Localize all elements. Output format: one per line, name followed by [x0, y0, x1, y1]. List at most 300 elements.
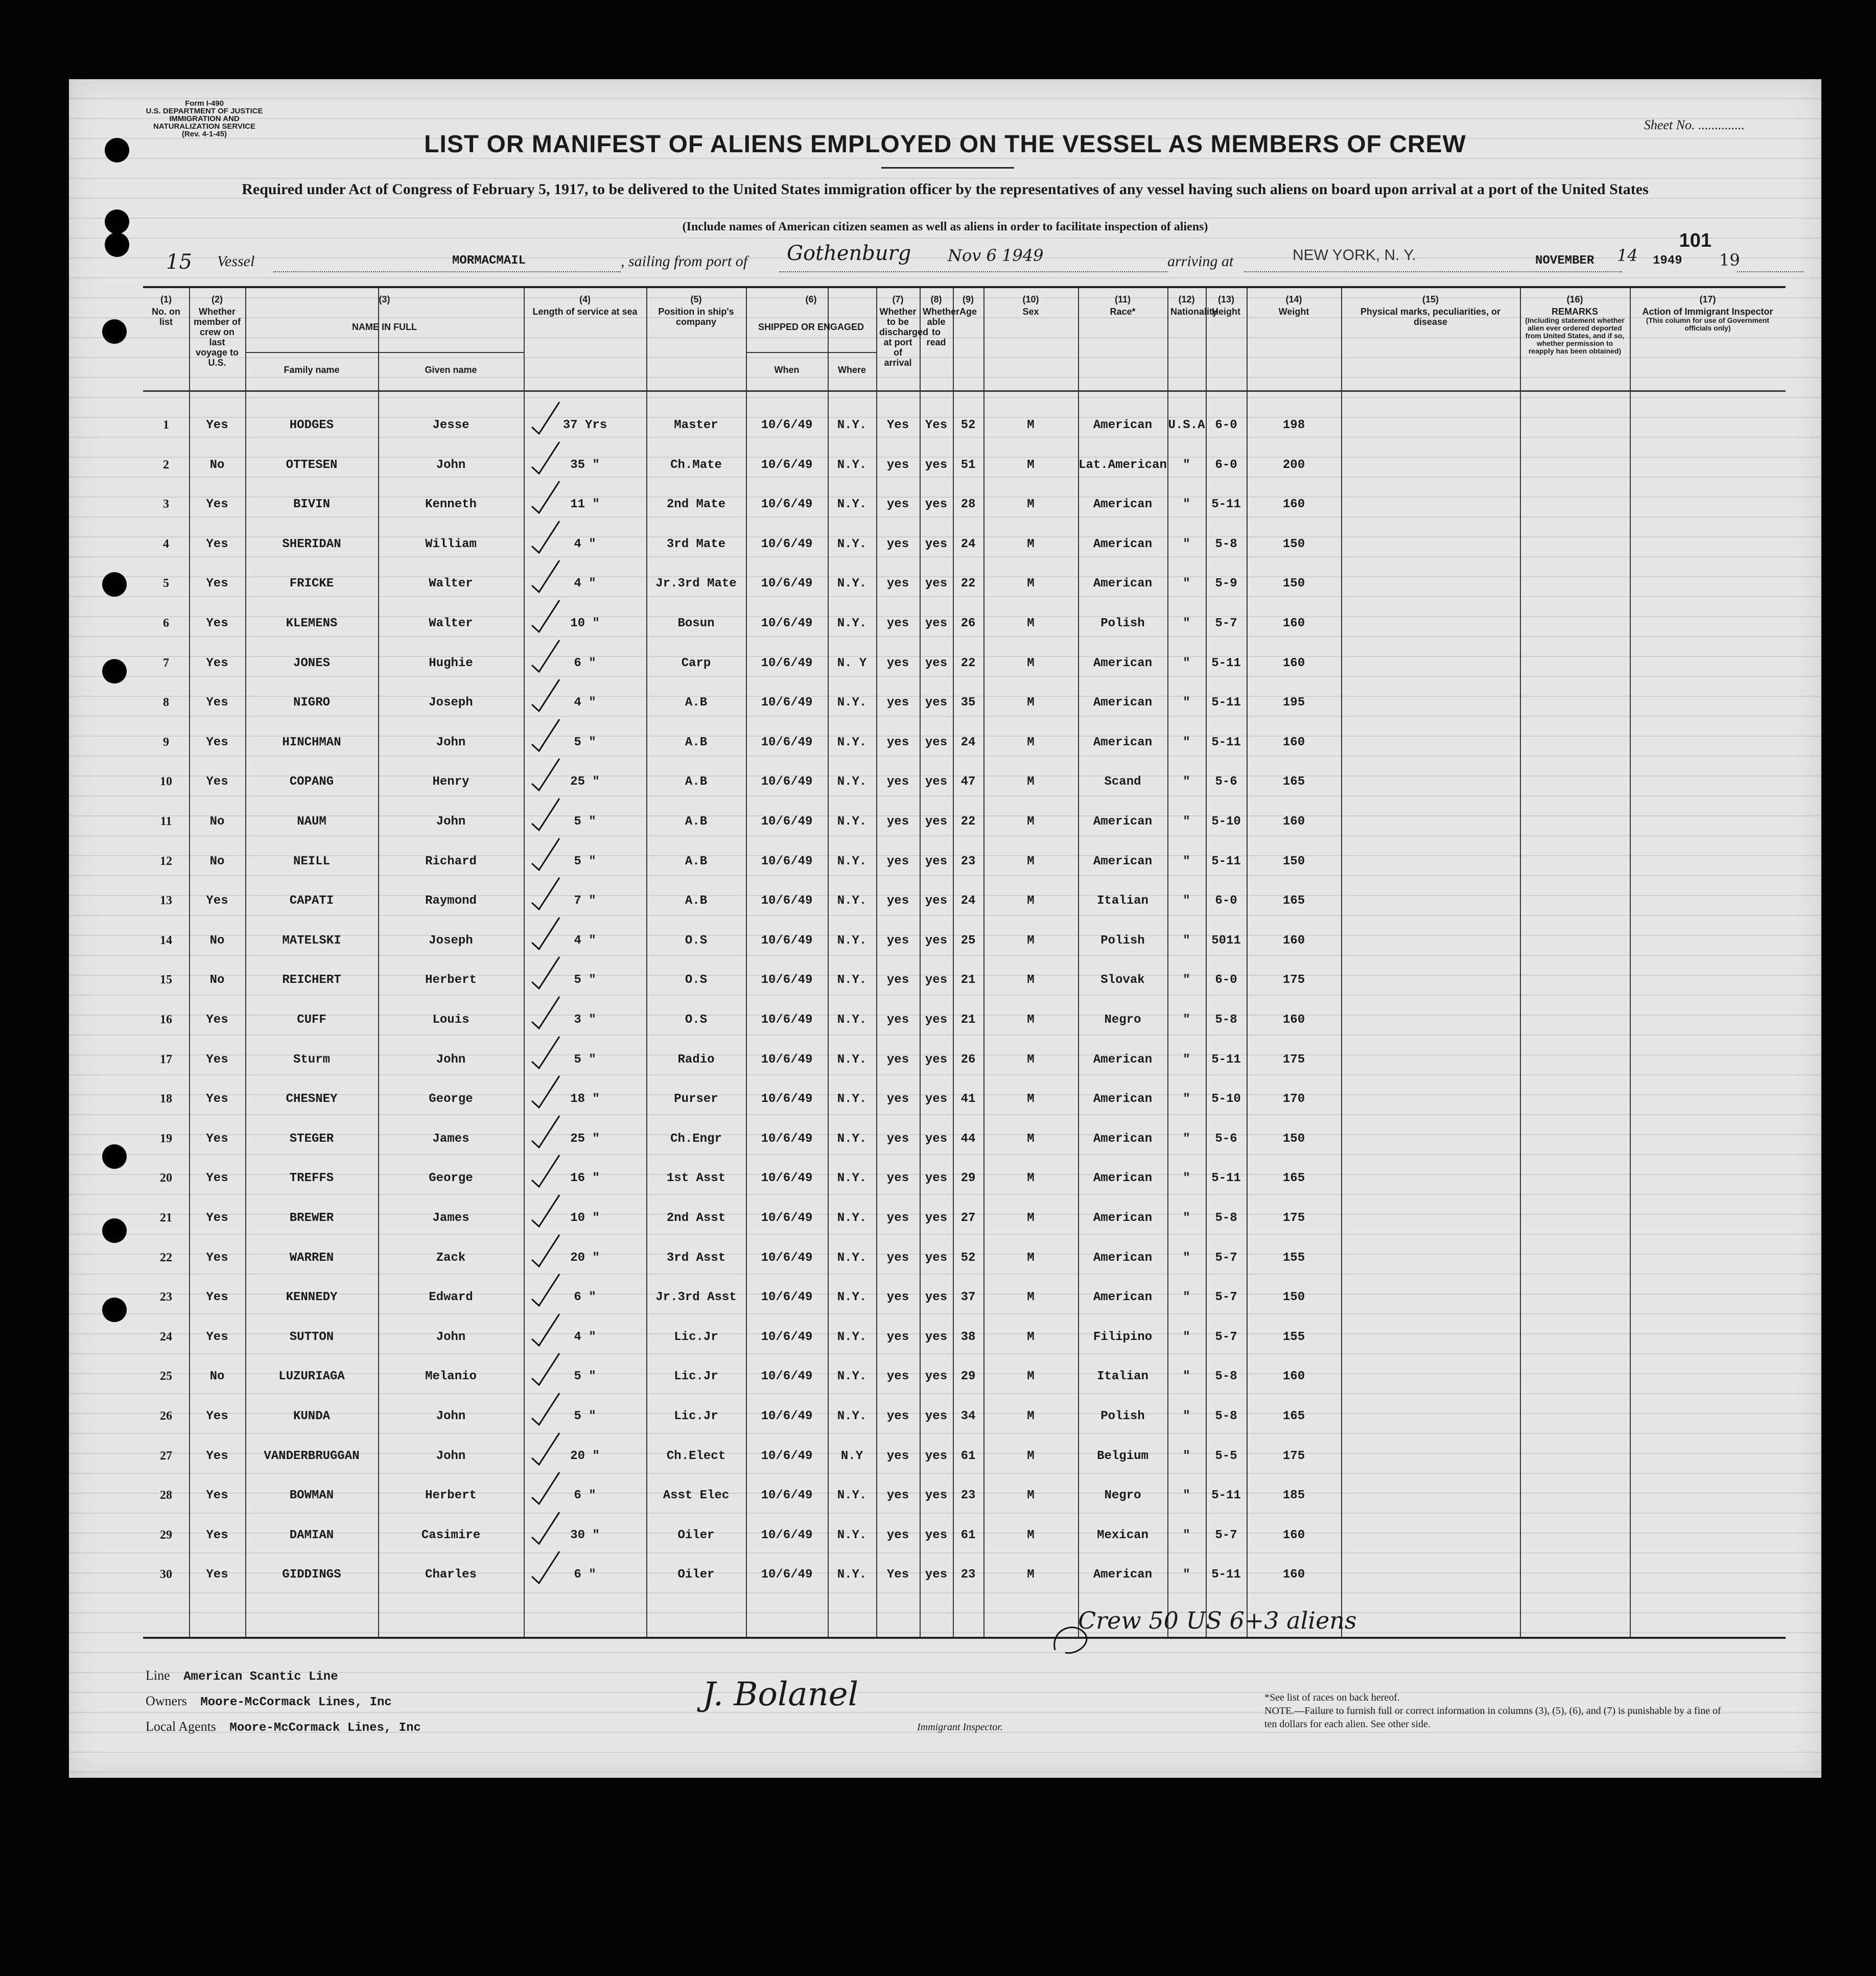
cell-where: N.Y.	[837, 418, 867, 432]
cell-family: NEILL	[293, 854, 330, 868]
cell-read: yes	[925, 696, 948, 710]
cell-prev: Yes	[206, 617, 228, 630]
column-label: Whether to be discharged at port of arrival	[879, 307, 929, 368]
cell-nationality: "	[1183, 775, 1190, 789]
cell-weight: 160	[1282, 1370, 1305, 1384]
column-label: NAME IN FULL	[352, 322, 417, 332]
cell-nationality: "	[1183, 1132, 1190, 1146]
cell-discharge: Yes	[886, 418, 909, 432]
cell-given: George	[429, 1092, 473, 1107]
check-mark	[528, 1350, 564, 1386]
cell-height: 5-7	[1215, 1290, 1237, 1305]
cell-given: Kenneth	[425, 498, 477, 512]
cell-when: 10/6/49	[761, 735, 813, 749]
column-label: Height	[1212, 307, 1240, 317]
cell-age: 26	[960, 617, 976, 630]
cell-family: FRICKE	[289, 577, 334, 591]
column-label: Position in ship's company	[658, 307, 734, 327]
cell-family: OTTESEN	[286, 458, 338, 472]
cell-sex: M	[1027, 656, 1035, 670]
cell-position: Jr.3rd Asst	[655, 1290, 737, 1305]
column-number: (10)	[1022, 294, 1039, 304]
cell-height: 5-5	[1215, 1449, 1237, 1463]
cell-when: 10/6/49	[761, 418, 813, 432]
column-number: (5)	[690, 294, 702, 304]
cell-family: TREFFS	[289, 1171, 334, 1186]
cell-service: 4 "	[574, 696, 596, 710]
column-label: Weight	[1278, 307, 1309, 317]
cell-age: 26	[960, 1052, 976, 1067]
vessel-name: MORMACMAIL	[452, 254, 526, 268]
cell-sex: M	[1027, 735, 1035, 749]
table-row	[143, 1290, 1786, 1311]
cell-family: HINCHMAN	[282, 735, 341, 749]
footer-owners	[146, 1693, 392, 1709]
check-mark	[528, 1469, 564, 1505]
cell-height: 5-11	[1211, 735, 1241, 749]
cell-family: STEGER	[289, 1132, 334, 1146]
footer-line	[146, 1668, 338, 1684]
column-divider	[920, 288, 921, 1637]
cell-family: CUFF	[297, 1013, 326, 1027]
cell-service: 5 "	[574, 854, 596, 868]
check-mark	[528, 478, 564, 514]
cell-family: BIVIN	[293, 498, 330, 512]
cell-sex: M	[1027, 1409, 1035, 1423]
cell-race: Negro	[1104, 1013, 1141, 1027]
cell-age: 44	[960, 1132, 976, 1146]
cell-age: 61	[960, 1528, 976, 1542]
cell-no: 8	[163, 696, 169, 710]
cell-position: A.B	[685, 815, 708, 829]
cell-service: 37 Yrs	[562, 418, 607, 432]
cell-service: 5 "	[574, 1370, 596, 1384]
column-divider	[828, 288, 829, 1637]
column-number: (11)	[1114, 294, 1131, 304]
cell-height: 5-11	[1211, 854, 1241, 868]
cell-service: 25 "	[570, 1132, 600, 1146]
column-number: (2)	[212, 294, 223, 304]
cell-weight: 160	[1282, 617, 1305, 630]
table-row	[143, 1013, 1786, 1033]
owners-value: Moore-McCormack Lines, Inc	[200, 1696, 392, 1709]
table-row	[143, 1409, 1786, 1430]
cell-given: George	[429, 1171, 473, 1186]
cell-age: 25	[960, 933, 976, 948]
cell-position: Purser	[674, 1092, 718, 1107]
cell-position: O.S	[685, 1013, 708, 1027]
cell-age: 38	[960, 1330, 976, 1344]
check-mark	[528, 914, 564, 950]
cell-prev: Yes	[206, 1409, 228, 1423]
cell-weight: 160	[1282, 933, 1305, 948]
punch-hole	[102, 1144, 127, 1169]
column-label: REMARKS	[1551, 307, 1598, 317]
cell-age: 21	[960, 973, 976, 987]
cell-family: SHERIDAN	[282, 537, 341, 551]
column-divider	[983, 288, 984, 1637]
column-subheader: When	[774, 365, 800, 375]
cell-read: yes	[925, 1528, 948, 1542]
cell-weight: 175	[1282, 1449, 1305, 1463]
cell-service: 25 "	[570, 775, 600, 789]
column-number: (12)	[1178, 294, 1195, 304]
cell-no: 3	[163, 498, 169, 511]
cell-weight: 155	[1282, 1330, 1305, 1344]
cell-read: yes	[925, 1290, 948, 1305]
cell-service: 6 "	[574, 1290, 596, 1305]
table-row	[143, 1132, 1786, 1152]
cell-where: N.Y.	[837, 894, 867, 908]
cell-where: N.Y.	[837, 1052, 867, 1067]
cell-service: 4 "	[574, 933, 596, 948]
cell-position: Asst Elec	[663, 1489, 730, 1503]
column-label: Nationality	[1170, 307, 1218, 317]
check-mark	[528, 1073, 564, 1109]
cell-no: 29	[160, 1528, 172, 1542]
check-mark	[528, 399, 564, 435]
cell-prev: Yes	[206, 696, 228, 710]
cell-prev: Yes	[206, 656, 228, 670]
cell-given: John	[436, 1330, 466, 1344]
cell-no: 14	[160, 933, 172, 947]
cell-nationality: "	[1183, 617, 1190, 630]
cell-when: 10/6/49	[761, 696, 813, 710]
cell-weight: 175	[1282, 1211, 1305, 1225]
cell-where: N.Y.	[837, 854, 867, 868]
cell-when: 10/6/49	[761, 617, 813, 630]
cell-where: N.Y.	[837, 933, 867, 948]
column-divider	[524, 288, 525, 1637]
check-mark	[528, 954, 564, 990]
cell-read: yes	[925, 1370, 948, 1384]
column-label: Race*	[1110, 307, 1136, 317]
cell-race: American	[1093, 1092, 1153, 1107]
column-header	[1078, 294, 1167, 317]
cell-age: 37	[960, 1290, 976, 1305]
table-row	[143, 815, 1786, 835]
cell-position: Lic.Jr	[674, 1370, 718, 1384]
cell-weight: 185	[1282, 1489, 1305, 1503]
cell-when: 10/6/49	[761, 815, 813, 829]
cell-given: John	[436, 735, 466, 749]
cell-race: American	[1093, 1171, 1153, 1186]
cell-read: yes	[925, 1211, 948, 1225]
cell-discharge: yes	[886, 458, 909, 472]
cell-nationality: "	[1183, 894, 1190, 908]
column-divider	[1630, 288, 1631, 1637]
cell-weight: 160	[1282, 815, 1305, 829]
cell-family: LUZURIAGA	[278, 1370, 345, 1384]
cell-height: 5-11	[1211, 696, 1241, 710]
cell-read: yes	[925, 458, 948, 472]
cell-race: American	[1093, 577, 1153, 591]
cell-nationality: "	[1183, 735, 1190, 749]
cell-height: 5-6	[1215, 775, 1237, 789]
cell-family: VANDERBRUGGAN	[264, 1449, 360, 1463]
races-note: *See list of races on back hereof.	[1264, 1692, 1400, 1703]
cell-discharge: yes	[886, 775, 909, 789]
cell-service: 3 "	[574, 1013, 596, 1027]
cell-where: N.Y.	[837, 617, 867, 630]
arrival-month: NOVEMBER	[1535, 254, 1594, 268]
cell-age: 23	[960, 854, 976, 868]
cell-prev: Yes	[206, 775, 228, 789]
cell-race: Polish	[1100, 617, 1145, 630]
cell-position: A.B	[685, 696, 708, 710]
agents-value: Moore-McCormack Lines, Inc	[229, 1721, 421, 1735]
cell-race: American	[1093, 1251, 1153, 1265]
cell-sex: M	[1027, 1171, 1035, 1186]
crew-count-note: Crew 50 US 6+3 aliens	[1078, 1607, 1357, 1634]
cell-where: N.Y.	[837, 1409, 867, 1423]
cell-when: 10/6/49	[761, 933, 813, 948]
table-row	[143, 894, 1786, 914]
cell-read: yes	[925, 1330, 948, 1344]
penalty-note: NOTE.—Failure to furnish full or correct information in columns (3), (5), (6), and (7) is punishable by a fine of ten dollars for each alien. See other side.	[1264, 1705, 1721, 1730]
cell-given: John	[436, 1052, 466, 1067]
cell-service: 5 "	[574, 1409, 596, 1423]
column-header	[876, 294, 929, 368]
table-row	[143, 418, 1786, 439]
column-divider	[189, 288, 190, 1637]
column-divider	[1078, 288, 1079, 1637]
cell-given: Walter	[429, 617, 473, 630]
cell-height: 5011	[1211, 933, 1241, 948]
cell-age: 29	[960, 1370, 976, 1384]
cell-when: 10/6/49	[761, 775, 813, 789]
cell-race: American	[1093, 1290, 1153, 1305]
page-subtitle: Required under Act of Congress of February 5, 1917, to be delivered to the United States immigration officer by the representatives of any vessel having such aliens on board upon arrival at a port of the United States	[242, 181, 1649, 198]
cell-read: yes	[925, 1052, 948, 1067]
cell-age: 27	[960, 1211, 976, 1225]
cell-age: 22	[960, 577, 976, 591]
table-row	[143, 1489, 1786, 1509]
cell-age: 21	[960, 1013, 976, 1027]
cell-height: 6-0	[1215, 894, 1237, 908]
cell-no: 22	[160, 1251, 172, 1264]
cell-no: 24	[160, 1330, 172, 1344]
cell-when: 10/6/49	[761, 1370, 813, 1384]
cell-no: 4	[163, 537, 169, 551]
cell-height: 5-8	[1215, 537, 1237, 551]
table-row	[143, 934, 1786, 954]
title-divider	[881, 167, 1014, 169]
cell-weight: 160	[1282, 735, 1305, 749]
cell-nationality: "	[1183, 1409, 1190, 1423]
cell-family: MATELSKI	[282, 933, 341, 948]
cell-service: 6 "	[574, 1489, 596, 1503]
cell-discharge: yes	[886, 1132, 909, 1146]
table-row	[143, 1171, 1786, 1192]
cell-discharge: yes	[886, 1528, 909, 1542]
cell-read: yes	[925, 1171, 948, 1186]
cell-given: Jesse	[432, 418, 470, 432]
cell-discharge: yes	[886, 1370, 909, 1384]
cell-when: 10/6/49	[761, 1251, 813, 1265]
table-row	[143, 458, 1786, 479]
cell-weight: 200	[1282, 458, 1305, 472]
cell-family: CAPATI	[289, 894, 334, 908]
table-row	[143, 973, 1786, 994]
cell-nationality: "	[1183, 498, 1190, 512]
inspector-label: Immigrant Inspector.	[917, 1722, 1003, 1733]
cell-nationality: "	[1183, 458, 1190, 472]
cell-prev: No	[209, 933, 225, 948]
cell-where: N.Y.	[837, 696, 867, 710]
cell-discharge: yes	[886, 1489, 909, 1503]
arrival-underline	[1244, 271, 1622, 272]
cell-where: N.Y.	[837, 735, 867, 749]
cell-position: Radio	[677, 1052, 715, 1067]
column-label: SHIPPED OR ENGAGED	[758, 322, 864, 332]
cell-service: 7 "	[574, 894, 596, 908]
owners-label: Owners	[146, 1693, 187, 1708]
cell-sex: M	[1027, 1370, 1035, 1384]
table-row	[143, 1330, 1786, 1351]
column-number: (13)	[1217, 294, 1234, 304]
check-mark	[528, 716, 564, 752]
cell-sex: M	[1027, 775, 1035, 789]
cell-nationality: "	[1183, 1330, 1190, 1344]
cell-position: Ch.Mate	[670, 458, 722, 472]
port-underline	[779, 271, 1167, 272]
cell-weight: 150	[1282, 577, 1305, 591]
sailing-port: Gothenburg	[787, 242, 911, 265]
table-row	[143, 537, 1786, 558]
cell-height: 6-0	[1215, 973, 1237, 987]
cell-no: 18	[160, 1092, 172, 1106]
cell-age: 24	[960, 537, 976, 551]
cell-no: 20	[160, 1171, 172, 1185]
check-mark	[528, 439, 564, 475]
cell-prev: No	[209, 973, 225, 987]
cell-prev: Yes	[206, 1489, 228, 1503]
cell-service: 6 "	[574, 656, 596, 670]
cell-position: Oiler	[677, 1568, 715, 1582]
cell-where: N.Y.	[837, 1132, 867, 1146]
cell-race: American	[1093, 1132, 1153, 1146]
column-header	[524, 294, 646, 317]
cell-sex: M	[1027, 1092, 1035, 1107]
column-header	[1247, 294, 1341, 317]
check-mark	[528, 1033, 564, 1069]
cell-family: NIGRO	[293, 696, 330, 710]
sheet-number: 101	[1679, 230, 1711, 251]
cell-where: N.Y.	[837, 1171, 867, 1186]
column-subheader: Where	[837, 365, 866, 375]
vessel-label: Vessel	[217, 253, 255, 270]
cell-race: Italian	[1097, 894, 1148, 908]
cell-family: JONES	[293, 656, 330, 670]
cell-given: Herbert	[425, 1489, 477, 1503]
cell-discharge: yes	[886, 1013, 909, 1027]
cell-service: 4 "	[574, 1330, 596, 1344]
form-number: Form I-490	[185, 99, 224, 108]
cell-read: yes	[925, 735, 948, 749]
column-label: Age	[959, 307, 977, 317]
cell-where: N.Y.	[837, 815, 867, 829]
cell-when: 10/6/49	[761, 537, 813, 551]
cell-no: 23	[160, 1290, 172, 1304]
cell-nationality: "	[1183, 854, 1190, 868]
cell-prev: Yes	[206, 577, 228, 591]
column-label: No. on list	[152, 307, 180, 327]
column-label: Whether able to read	[923, 307, 959, 347]
cell-position: A.B	[685, 854, 708, 868]
column-header	[1341, 294, 1520, 327]
cell-family: KUNDA	[293, 1409, 330, 1423]
cell-sex: M	[1027, 1489, 1035, 1503]
column-number: (16)	[1566, 294, 1583, 304]
cell-read: yes	[925, 775, 948, 789]
cell-prev: Yes	[206, 1290, 228, 1305]
cell-weight: 160	[1282, 656, 1305, 670]
cell-no: 28	[160, 1489, 172, 1502]
cell-sex: M	[1027, 1013, 1035, 1027]
cell-position: A.B	[685, 775, 708, 789]
cell-discharge: yes	[886, 815, 909, 829]
cell-height: 5-11	[1211, 1568, 1241, 1582]
cell-prev: Yes	[206, 1211, 228, 1225]
column-number: (15)	[1422, 294, 1439, 304]
cell-given: Louis	[432, 1013, 470, 1027]
cell-when: 10/6/49	[761, 894, 813, 908]
cell-when: 10/6/49	[761, 1528, 813, 1542]
cell-no: 12	[160, 854, 172, 868]
cell-prev: Yes	[206, 1171, 228, 1186]
table-row	[143, 1568, 1786, 1588]
cell-weight: 175	[1282, 1052, 1305, 1067]
cell-where: N.Y.	[837, 1568, 867, 1582]
cell-family: GIDDINGS	[282, 1568, 341, 1582]
cell-read: yes	[925, 894, 948, 908]
cell-discharge: yes	[886, 617, 909, 630]
check-mark	[528, 994, 564, 1029]
cell-weight: 165	[1282, 775, 1305, 789]
cell-given: Edward	[429, 1290, 473, 1305]
cell-position: Bosun	[677, 617, 715, 630]
cell-when: 10/6/49	[761, 1330, 813, 1344]
cell-read: yes	[925, 1251, 948, 1265]
cell-no: 19	[160, 1132, 172, 1145]
cell-service: 4 "	[574, 537, 596, 551]
cell-age: 28	[960, 498, 976, 512]
cell-prev: No	[209, 1370, 225, 1384]
check-mark	[528, 1548, 564, 1584]
cell-race: Slovak	[1100, 973, 1145, 987]
cell-where: N.Y.	[837, 1370, 867, 1384]
cell-when: 10/6/49	[761, 1132, 813, 1146]
cell-age: 22	[960, 815, 976, 829]
column-divider	[1206, 288, 1207, 1637]
column-divider	[746, 288, 747, 1637]
cell-sex: M	[1027, 1132, 1035, 1146]
cell-race: American	[1093, 418, 1153, 432]
column-header	[1167, 294, 1218, 317]
check-mark	[528, 795, 564, 831]
cell-position: Carp	[681, 656, 711, 670]
cell-discharge: yes	[886, 1052, 909, 1067]
cell-age: 35	[960, 696, 976, 710]
cell-no: 7	[163, 656, 169, 670]
cell-service: 10 "	[570, 1211, 600, 1225]
cell-discharge: yes	[886, 854, 909, 868]
column-subheader: Family name	[284, 365, 340, 375]
table-row	[143, 1053, 1786, 1073]
cell-race: American	[1093, 854, 1153, 868]
cell-nationality: U.S.A	[1168, 418, 1205, 432]
